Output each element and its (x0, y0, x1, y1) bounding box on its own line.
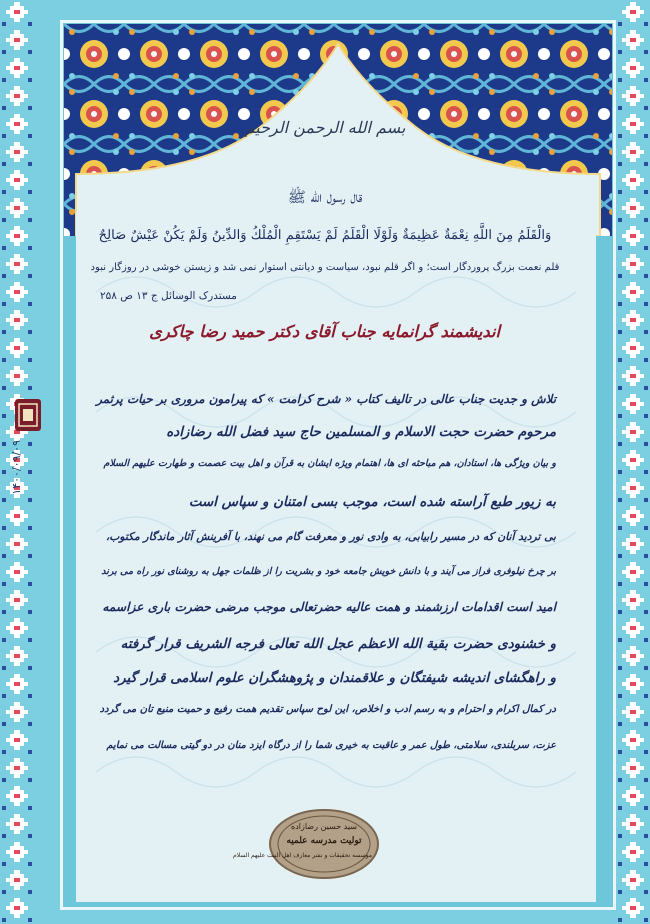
stamp-line-3: موسسه تحقیقات و نشر معارف اهل البیت علیهم السلام (232, 852, 372, 859)
right-border-pattern (616, 0, 650, 924)
hadith-intro: قال رسول الله ﷺ (287, 188, 363, 206)
body-line: به زیور طبع آراسته شده است، موجب بسی امتنان و سپاس است (188, 494, 556, 510)
certificate-date: ۱۴۰۰/۰۹/۰۹ (10, 440, 23, 495)
body-line: مرحوم حضرت حجت الاسلام و المسلمین حاج سید فضل الله رضازاده (166, 424, 556, 440)
recipient-title: اندیشمند گرانمایه جناب آقای دکتر حمید رضا چاکری (149, 322, 500, 341)
hadith-source: مستدرک الوسائل ج ۱۳ ص ۲۵۸ (100, 290, 237, 302)
body-line: در کمال اکرام و احترام و به رسم ادب و اخلاص، این لوح سپاس تقدیم همت رفیع و حمیت منیع تان می گردد (99, 704, 556, 715)
body-line: و خشنودی حضرت بقیة الله الاعظم عجل الله تعالی فرجه الشریف قرار گرفته (120, 636, 556, 652)
hadith-arabic: وَالْقَلَمُ مِنَ اللَّهِ نِعْمَةٌ عَظِيمَةٌ وَلَوْلَا الْقَلَمُ لَمْ يَسْتَقِمِ الْمُلْكُ وَالدِّينُ وَلَمْ يَكُنْ عَيْشٌ صَالِحٌ (98, 228, 552, 243)
body-line: بی تردید آنان که در مسیر رابیابی، به وادی نور و معرفت گام می نهند، با آفرینش آثار ماندگار مکتوب، (105, 530, 556, 543)
body-line: امید است اقدامات ارزشمند و همت عالیه حضرتعالی موجب مرضی حضرت باری عزاسمه (102, 600, 556, 614)
body-line: و راهگشای اندیشه شیفتگان و علاقمندان و پژوهشگران علوم اسلامی قرار گیرد (113, 670, 556, 686)
emblem-icon (14, 398, 42, 432)
stamp-line-2: تولیت مدرسه علمیه (286, 836, 362, 846)
signature-stamp (232, 808, 380, 880)
stamp-line-1: سید حسین رضازاده (291, 822, 357, 831)
hadith-persian-translation: قلم نعمت بزرگ پروردگار است؛ و اگر قلم نبود، سیاست و دیانتی استوار نمی شد و زیستن خوشی در روزگار نبود (90, 262, 560, 273)
body-line: و بیان ویژگی ها، استادان، هم مباحثه ای ها، اهتمام ویژه ایشان به قرآن و اهل بیت عصمت و طهارت علیهم السلام (103, 458, 556, 469)
bismillah: بسم الله الرحمن الرحیم (244, 118, 406, 137)
body-line: تلاش و جدیت جناب عالی در تالیف کتاب « شرح کرامت » که پیرامون مروری بر حیات پرثمر (96, 392, 556, 406)
body-line: عزت، سربلندی، سلامتی، طول عمر و عاقبت به خیری شما را از درگاه ایزد منان در دو گیتی مسالت می نمایم (106, 740, 556, 751)
body-line: بر چرخ نیلوفری فراز می آیند و با دانش خویش جامعه خود و بشریت را از ظلمات جهل به روشنای نور راه می برند (101, 566, 556, 577)
